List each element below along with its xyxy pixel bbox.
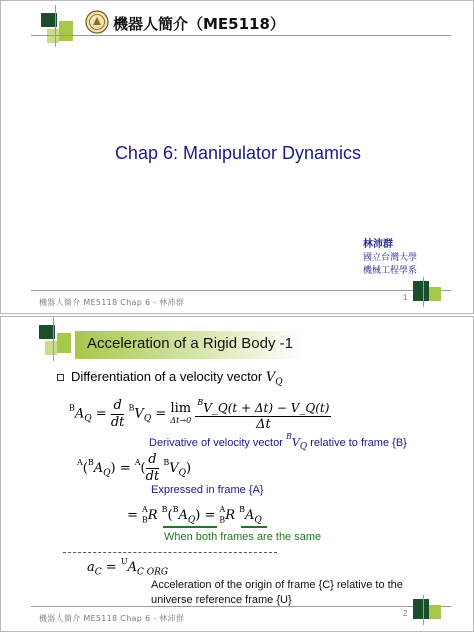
caption-acceleration-line1: Acceleration of the origin of frame {C} relative to the	[151, 579, 403, 591]
footer-line	[31, 606, 451, 607]
slide-2	[0, 316, 474, 632]
course-title: 機器人簡介（ME5118）	[113, 15, 285, 33]
caption-same-frames: When both frames are the same	[164, 531, 322, 543]
page-number: 1	[403, 293, 408, 302]
slide-footer: 機器人簡介 ME5118 Chap 6 - 林沛群	[39, 614, 185, 623]
equation-2: $^A(^BA_Q) = ^A$( $\frac{d}{dt}$ $^BV_Q$)	[77, 452, 192, 484]
deco-square-footer-light	[429, 287, 441, 301]
bullet-line	[71, 369, 283, 388]
deco-square-mid	[45, 341, 57, 355]
deco-vertical-line	[53, 317, 54, 361]
equation-4: $a_C = ^UA_{C ORG}$	[87, 557, 169, 578]
dashed-separator	[63, 552, 277, 553]
slide-footer: 機器人簡介 ME5118 Chap 6 - 林沛群	[39, 298, 185, 307]
deco-square-footer-dark	[413, 281, 429, 301]
affiliation-department: 機械工程學系	[363, 266, 418, 276]
deco-square-light	[57, 333, 71, 353]
deco-vertical-line	[55, 5, 56, 47]
deco-square-footer-dark	[413, 599, 429, 619]
university-seal-logo	[85, 10, 109, 34]
caption-acceleration-line2: universe reference frame {U}	[151, 594, 292, 606]
equation-1: $^BA_Q$ = $\frac{d}{dt}$ $^BV_Q$ = lim Δt→0 $\frac{^BV\_Q(t + \Delta t) - V\_Q(t)}{\Delta t}$	[69, 395, 331, 433]
caption-derivative: Derivative of velocity vector $^BV_Q$ relative to frame {B}	[149, 432, 407, 453]
deco-footer-vline	[423, 595, 424, 625]
deco-square-mid	[47, 29, 59, 43]
caption-expressed: Expressed in frame {A}	[151, 484, 264, 496]
bullet-var: V	[265, 370, 276, 385]
deco-square-light	[59, 21, 73, 41]
deco-horizontal-line	[31, 35, 451, 36]
bullet-square	[57, 374, 64, 381]
affiliation-university: 國立台灣大學	[363, 253, 418, 263]
author-name: 林沛群	[363, 239, 393, 250]
slide-title: Chap 6: Manipulator Dynamics	[114, 143, 362, 163]
page-number: 2	[403, 609, 408, 618]
bullet-text: Differentiation of a velocity vector	[71, 369, 263, 384]
green-underline-left	[163, 526, 217, 528]
bullet-sub: Q	[275, 377, 283, 388]
footer-line	[31, 290, 451, 291]
deco-footer-vline	[423, 277, 424, 307]
green-underline-right	[241, 526, 267, 528]
equation-3: = $^A_B$R $^B(^BA_Q) = ^A_BR$ $^BA_Q$	[127, 505, 262, 526]
slide-title: Acceleration of a Rigid Body -1	[87, 335, 293, 352]
slide-1	[0, 0, 474, 314]
deco-square-footer-light	[429, 605, 441, 619]
